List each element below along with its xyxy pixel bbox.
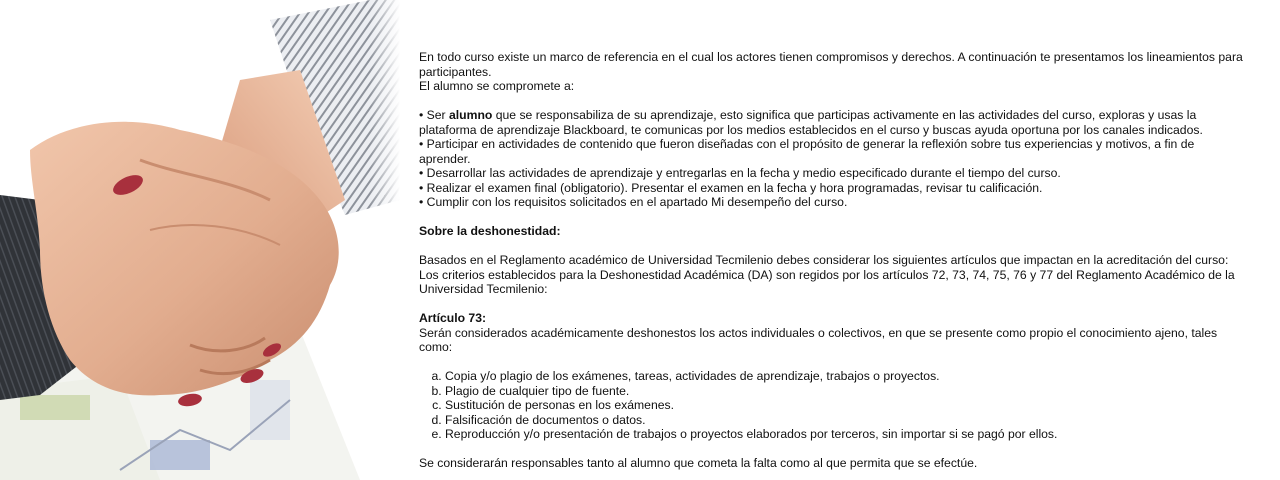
- handshake-photo-icon: [0, 0, 400, 480]
- commitment-item: • Desarrollar las actividades de aprendizaje y entregarlas en la fecha y medio especificado durante el tiempo del curso.: [419, 166, 1061, 180]
- list-item: d. Falsificación de documentos o datos.: [445, 413, 1249, 428]
- guidelines-text: [419, 50, 1249, 471]
- article-73-text: Serán considerados académicamente deshonestos los actos individuales o colectivos, en que se presente como propio el conocimiento ajeno, tales como:: [419, 325, 1218, 354]
- commitment-item: • Realizar el examen final (obligatorio). Presentar el examen en la fecha y hora programadas, revisar tu calificación.: [419, 180, 1043, 195]
- article-73-list: [419, 369, 1249, 442]
- intro-paragraph: En todo curso existe un marco de referencia en el cual los actores tienen compromisos y derechos. A continuación te presentamos los lineamientos para participantes.: [419, 50, 1243, 79]
- list-item: a. Copia y/o plagio de los exámenes, tareas, actividades de aprendizaje, trabajos o proyectos.: [445, 369, 1249, 384]
- list-item: c. Sustitución de personas en los exámenes.: [445, 398, 1249, 413]
- closing-statement: Se considerarán responsables tanto al alumno que cometa la falta como al que permita que se efectúe.: [419, 456, 978, 470]
- dishonesty-heading: Sobre la deshonestidad:: [419, 224, 561, 238]
- commitment-item: • Participar en actividades de contenido que fueron diseñadas con el propósito de generar la reflexión sobre tus experiencias y motivos, a fin de aprender.: [419, 137, 1195, 166]
- handshake-illustration: [0, 0, 400, 480]
- dishonesty-paragraph: Los criterios establecidos para la Deshonestidad Académica (DA) son regidos por los artículos 72, 73, 74, 75, 76 y 77 del Reglamento Académico de la Universidad Tecmilenio:: [419, 267, 1235, 296]
- intro-commitment-lead: El alumno se compromete a:: [419, 79, 575, 93]
- list-item: b. Plagio de cualquier tipo de fuente.: [445, 384, 1249, 399]
- dishonesty-paragraph: Basados en el Reglamento académico de Universidad Tecmilenio debes considerar los siguientes artículos que impactan en la acreditación del curso:: [419, 253, 1229, 267]
- article-73-title: Artículo 73:: [419, 311, 487, 325]
- commitment-prefix: • Ser: [419, 108, 450, 122]
- commitment-item: • Cumplir con los requisitos solicitados en el apartado Mi desempeño del curso.: [419, 195, 848, 209]
- commitment-suffix: que se responsabiliza de su aprendizaje, esto significa que participas activamente en las actividades del curso, exploras y usas la plataforma de aprendizaje Blackboard, te comunicas por los medios establecidos en el curso y buscas ayuda oportuna por los canales indicados.: [419, 108, 1203, 137]
- commitment-bold-word: alumno: [449, 108, 493, 122]
- commitment-item: [419, 108, 1249, 137]
- list-item: e. Reproducción y/o presentación de trabajos o proyectos elaborados por terceros, sin importar si se pagó por ellos.: [445, 427, 1249, 442]
